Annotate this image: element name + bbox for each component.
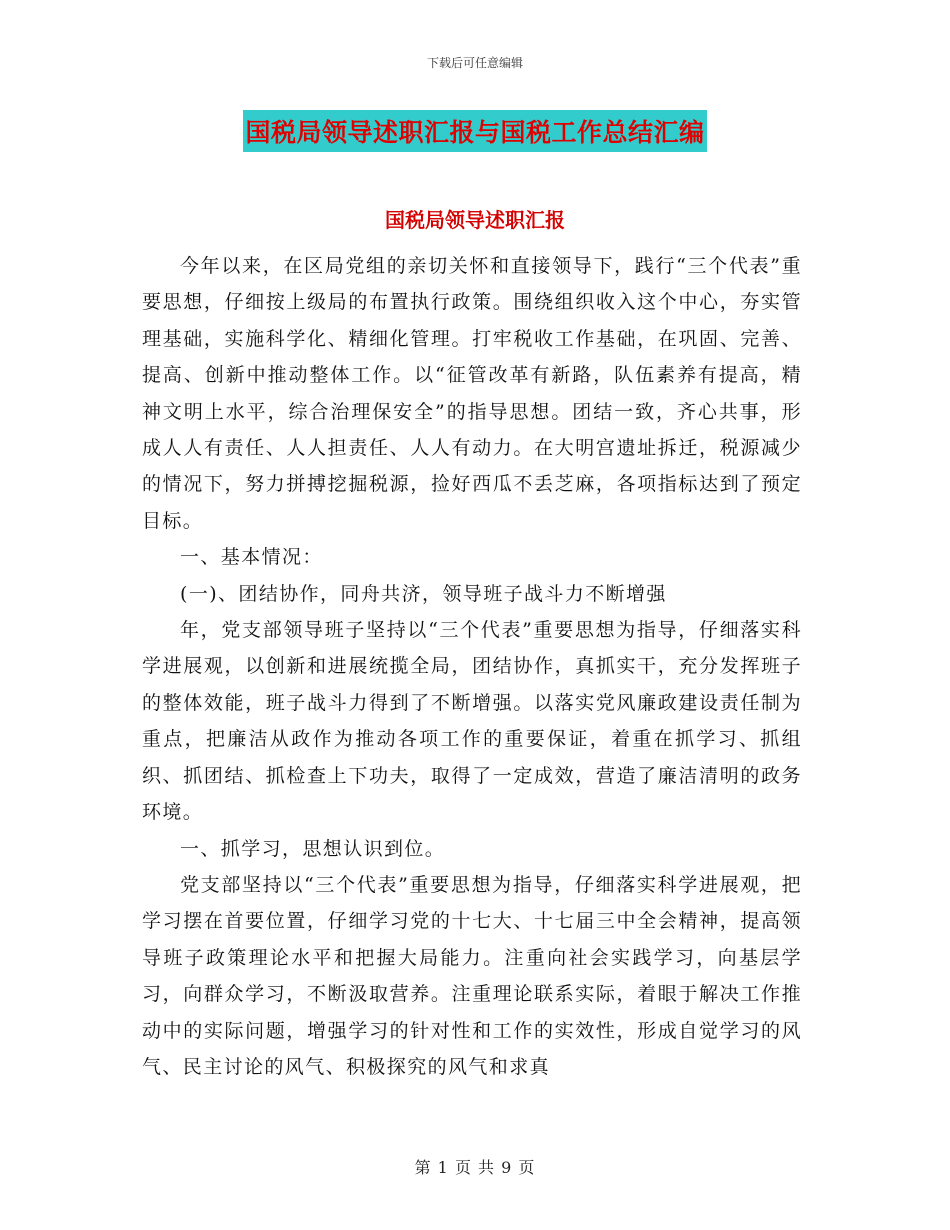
paragraph-heading-basic-situation: 一、基本情况： (180, 546, 323, 569)
paragraph-heading-study: 一、抓学习，思想认识到位。 (180, 837, 446, 860)
document-title: 国税局领导述职汇报与国税工作总结汇编 (243, 110, 706, 152)
section-title: 国税局领导述职汇报 (385, 208, 565, 232)
document-title-wrapper (0, 110, 950, 152)
body-text (142, 248, 802, 1085)
header-note: 下载后可任意编辑 (426, 56, 523, 70)
paragraph-study: 党支部坚持以“三个代表”重要思想为指导，仔细落实科学进展观，把学习摆在首要位置，仔细学习党的十七大、十七届三中全会精神，提高领导班子政策理论水平和把握大局能力。注重向社会实践学习，向基层学习，向群众学习，不断汲取营养。注重理论联系实际，着眼于解决工作推动中的实际问题，增强学习的针对性和工作的实效性，形成自觉学习的风气、民主讨论的风气、积极探究的风气和求真 (142, 873, 802, 1078)
paragraph-leadership: 年，党支部领导班子坚持以“三个代表”重要思想为指导，仔细落实科学进展观，以创新和进展统揽全局，团结协作，真抓实干，充分发挥班子的整体效能，班子战斗力得到了不断增强。以落实党风廉政建设责任制为重点，把廉洁从政作为推动各项工作的重要保证，着重在抓学习、抓组织、抓团结、抓检查上下功夫，取得了一定成效，营造了廉洁清明的政务环境。 (142, 619, 802, 824)
paragraph-intro: 今年以来，在区局党组的亲切关怀和直接领导下，践行“三个代表”重要思想，仔细按上级局的布置执行政策。围绕组织收入这个中心，夯实管理基础，实施科学化、精细化管理。打牢税收工作基础，在巩固、完善、提高、创新中推动整体工作。以“征管改革有新路，队伍素养有提高，精神文明上水平，综合治理保安全”的指导思想。团结一致，齐心共事，形成人人有责任、人人担责任、人人有动力。在大明宫遗址拆迁，税源减少的情况下，努力拼搏挖掘税源，捡好西瓜不丢芝麻，各项指标达到了预定目标。 (142, 255, 802, 532)
paragraph-subheading-unity: (一)、团结协作，同舟共济，领导班子战斗力不断增强 (180, 582, 667, 605)
page-footer: 第 1 页 共 9 页 (414, 1158, 536, 1177)
